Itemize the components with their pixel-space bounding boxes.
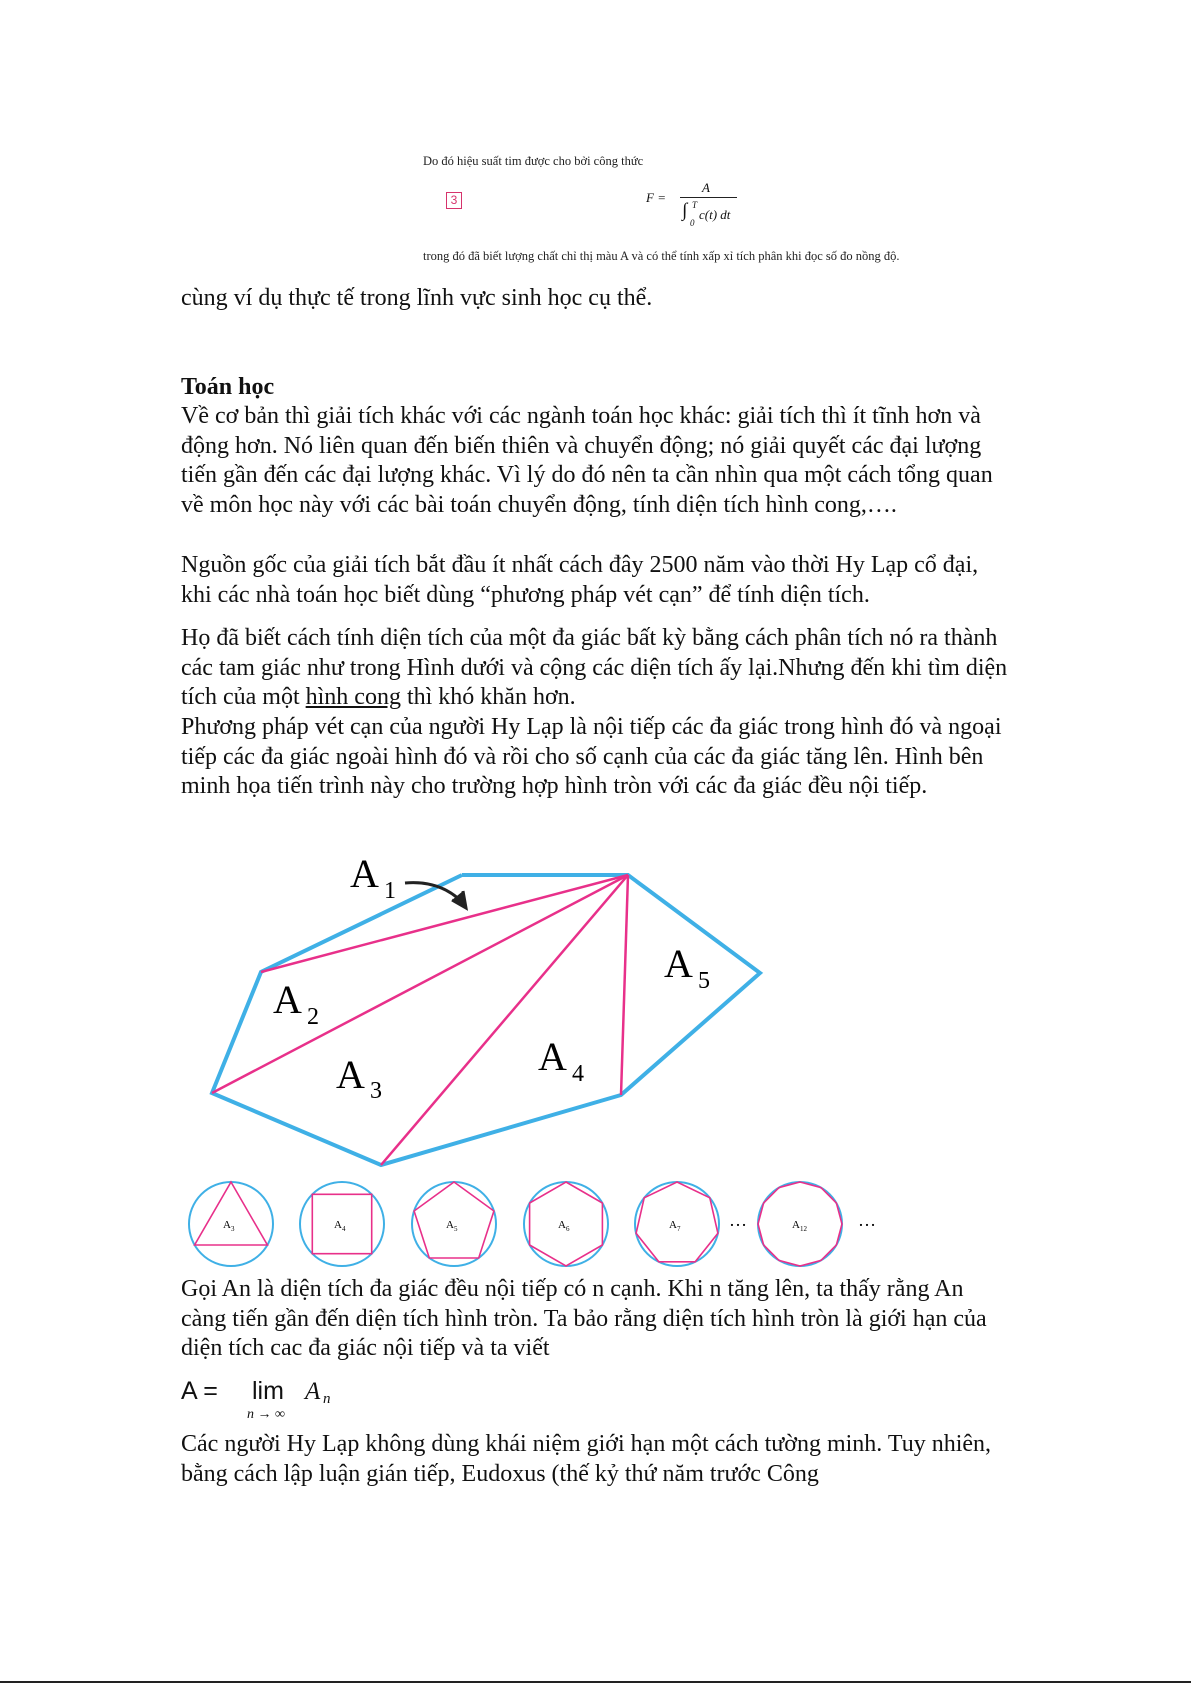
paragraph-inscribed-area: Gọi An là diện tích đa giác đều nội tiếp có n cạnh. Khi n tăng lên, ta thấy rằng An càng tiến gần đến diện tích hình tròn. Ta bảo rằng diện tích hình tròn là giới hạn của diện tích cac đa giác nội tiếp và ta viết [181,1276,987,1361]
page-bottom-rule [0,1681,1191,1683]
region-label-a4 [538,1034,584,1087]
circle-outline [524,1182,608,1266]
inscribed-polygon [312,1194,371,1253]
equation-lhs: F = [646,190,666,205]
limit-operator: lim [252,1377,284,1405]
polygon-label: $A_3$ [223,1219,235,1233]
paragraph-intro: cùng ví dụ thực tế trong lĩnh vực sinh học cụ thể. [181,285,653,311]
svg-text:1: 1 [384,878,396,904]
paragraph-exhaustion: Phương pháp vét cạn của người Hy Lạp là nội tiếp các đa giác trong hình đó và ngoại tiếp các đa giác ngoài hình đó và rồi cho số cạnh của các đa giác tăng lên. Hình bên minh họa tiến trình này cho trường hợp hình tròn với các đa giác đều nội tiếp. [181,714,1002,799]
region-label-a3 [336,1052,382,1104]
polygon-label: $A_5$ [446,1219,458,1233]
integral-lower: 0 [690,218,695,228]
region-label-a1 [350,851,396,904]
circle-outline [189,1182,273,1266]
region-label-a5 [664,941,710,994]
paragraph-origin: Nguồn gốc của giải tích bắt đầu ít nhất cách đây 2500 năm vào thời Hy Lạp cổ đại, khi các nhà toán học biết dùng “phương pháp vét cạn” để tính diện tích. [181,552,979,608]
ellipsis-2: … [858,1210,876,1230]
limit-subscript: n [323,1391,331,1407]
inscribed-polygon [530,1182,603,1266]
svg-text:A: A [336,1052,365,1097]
svg-text:A: A [538,1034,567,1079]
equation-denominator: c(t) dt [699,207,731,222]
circle-outline [758,1182,842,1266]
limit-lhs: A = [181,1377,218,1405]
equation-number: 3 [446,192,462,209]
paragraph-polygon-text-a: Họ đã biết cách tính diện tích của một đa giác bất kỳ bằng cách phân tích nó ra thành các tam giác như trong Hình dưới và cộng các diện tích ấy lại.Nhưng đến khi tìm diện tích của một [181,625,1008,710]
link-curved-shape[interactable]: hình cong [305,684,401,710]
svg-text:A: A [273,977,302,1022]
snippet-intro: Do đó hiệu suất tim được cho bởi công thức [423,154,644,168]
polygon-label: $A_7$ [669,1219,681,1233]
circle-polygon-6 [524,1182,608,1266]
svg-text:5: 5 [698,968,710,994]
circles-figure [189,1182,876,1266]
svg-text:2: 2 [307,1004,319,1030]
polygon-label: $A_{12}$ [792,1219,807,1233]
paragraph-eudoxus: Các người Hy Lạp không dùng khái niệm giới hạn một cách tường minh. Tuy nhiên, bằng cách lập luận gián tiếp, Eudoxus (thế kỷ thứ năm trước Công [181,1431,992,1487]
circle-outline [635,1182,719,1266]
svg-text:A: A [664,941,693,986]
polygon-label: $A_4$ [334,1219,346,1233]
svg-text:A: A [350,851,379,896]
limit-under: n → ∞ [247,1407,285,1422]
ellipsis-1: … [729,1210,747,1230]
circle-polygon-4 [300,1182,384,1266]
section-heading: Toán học [181,374,275,400]
limit-formula [181,1377,381,1427]
paragraph-calculus: Về cơ bản thì giải tích khác với các ngành toán học khác: giải tích thì ít tĩnh hơn và động hơn. Nó liên quan đến biến thiên và chuyển động; nó giải quyết các đại lượng tiến gần đến các đại lượng khác. Vì lý do đó nên ta cần nhìn qua một cách tổng quan về môn học này với các bài toán chuyển động, tính diện tích hình cong,…. [181,403,993,518]
polygon-label: $A_6$ [558,1219,570,1233]
svg-text:3: 3 [370,1078,382,1104]
integral-upper: T [692,200,698,210]
region-label-a2 [273,977,319,1030]
circle-polygon-5 [412,1182,496,1266]
snippet-after: trong đó đã biết lượng chất chỉ thị màu A và có thể tính xấp xỉ tích phân khi đọc số đo nồng độ. [423,249,900,263]
integral-sign: ∫ [682,200,688,221]
limit-variable: A [305,1378,321,1405]
arrow-icon [405,883,466,908]
svg-text:4: 4 [572,1061,584,1087]
circle-polygon-7 [635,1182,719,1266]
circle-outline [412,1182,496,1266]
circle-polygon-12 [758,1182,842,1266]
circle-polygon-3 [189,1182,273,1266]
equation-numerator: A [702,180,710,195]
paragraph-polygon-text-b: thì khó khăn hơn. [400,684,576,710]
